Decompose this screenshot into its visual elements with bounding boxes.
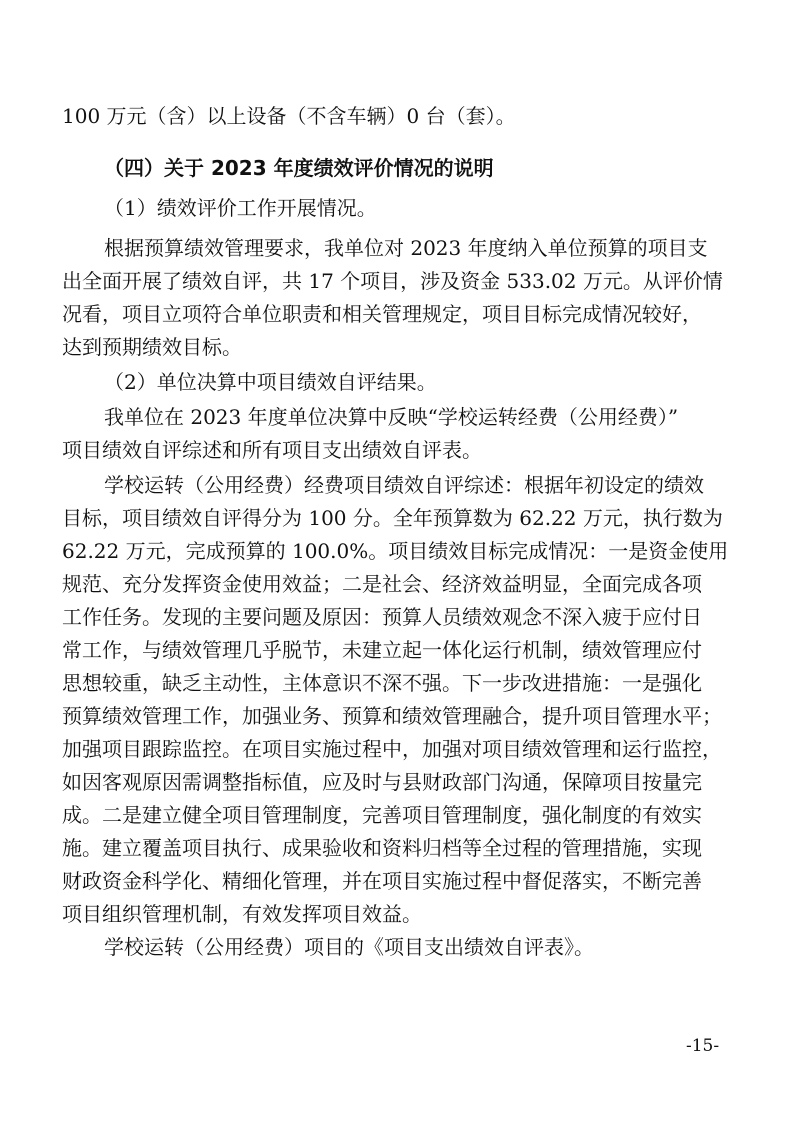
text-line: 财政资金科学化、精细化管理，并在项目实施过程中督促落实，不断完善 [62, 869, 702, 893]
text-line: 加强项目跟踪监控。在项目实施过程中，加强对项目绩效管理和运行监控， [62, 737, 722, 761]
text-line: 工作任务。发现的主要问题及原因：预算人员绩效观念不深入疲于应付日 [62, 605, 702, 629]
text-line: 达到预期绩效目标。 [62, 335, 242, 359]
text-line: 我单位在 2023 年度单位决算中反映“学校运转经费（公用经费）” [104, 405, 679, 429]
page-number: -15- [686, 1036, 720, 1056]
text-line: 常工作，与绩效管理几乎脱节，未建立起一体化运行机制，绩效管理应付 [62, 638, 702, 662]
text-line: 目标，项目绩效自评得分为 100 分。全年预算数为 62.22 万元，执行数为 [62, 506, 723, 530]
text-line: 学校运转（公用经费）项目的《项目支出绩效自评表》。 [104, 935, 594, 959]
text-line: 况看，项目立项符合单位职责和相关管理规定，项目目标完成情况较好， [62, 302, 702, 326]
text-line: 成。二是建立健全项目管理制度，完善项目管理制度，强化制度的有效实 [62, 803, 702, 827]
text-line: 学校运转（公用经费）经费项目绩效自评综述：根据年初设定的绩效 [104, 473, 704, 497]
text-line: 项目组织管理机制，有效发挥项目效益。 [62, 902, 422, 926]
subsection-heading: （2）单位决算中项目绩效自评结果。 [104, 370, 437, 394]
text-line: 如因客观原因需调整指标值，应及时与县财政部门沟通，保障项目按量完 [62, 770, 702, 794]
text-line: 根据预算绩效管理要求，我单位对 2023 年度纳入单位预算的项目支 [104, 236, 708, 260]
text-line: 施。建立覆盖项目执行、成果验收和资料归档等全过程的管理措施，实现 [62, 836, 702, 860]
text-line: 预算绩效管理工作，加强业务、预算和绩效管理融合，提升项目管理水平； [62, 704, 722, 728]
text-line: 出全面开展了绩效自评，共 17 个项目，涉及资金 533.02 万元。从评价情 [62, 269, 723, 293]
section-heading: （四）关于 2023 年度绩效评价情况的说明 [104, 156, 494, 180]
subsection-heading: （1）绩效评价工作开展情况。 [104, 196, 377, 220]
text-line: 规范、充分发挥资金使用效益；二是社会、经济效益明显，全面完成各项 [62, 572, 702, 596]
text-line: 100 万元（含）以上设备（不含车辆）0 台（套）。 [62, 104, 516, 128]
text-line: 思想较重，缺乏主动性，主体意识不深不强。下一步改进措施：一是强化 [62, 671, 702, 695]
text-line: 项目绩效自评综述和所有项目支出绩效自评表。 [62, 438, 482, 462]
text-line: 62.22 万元，完成预算的 100.0%。项目绩效目标完成情况：一是资金使用 [62, 539, 729, 563]
